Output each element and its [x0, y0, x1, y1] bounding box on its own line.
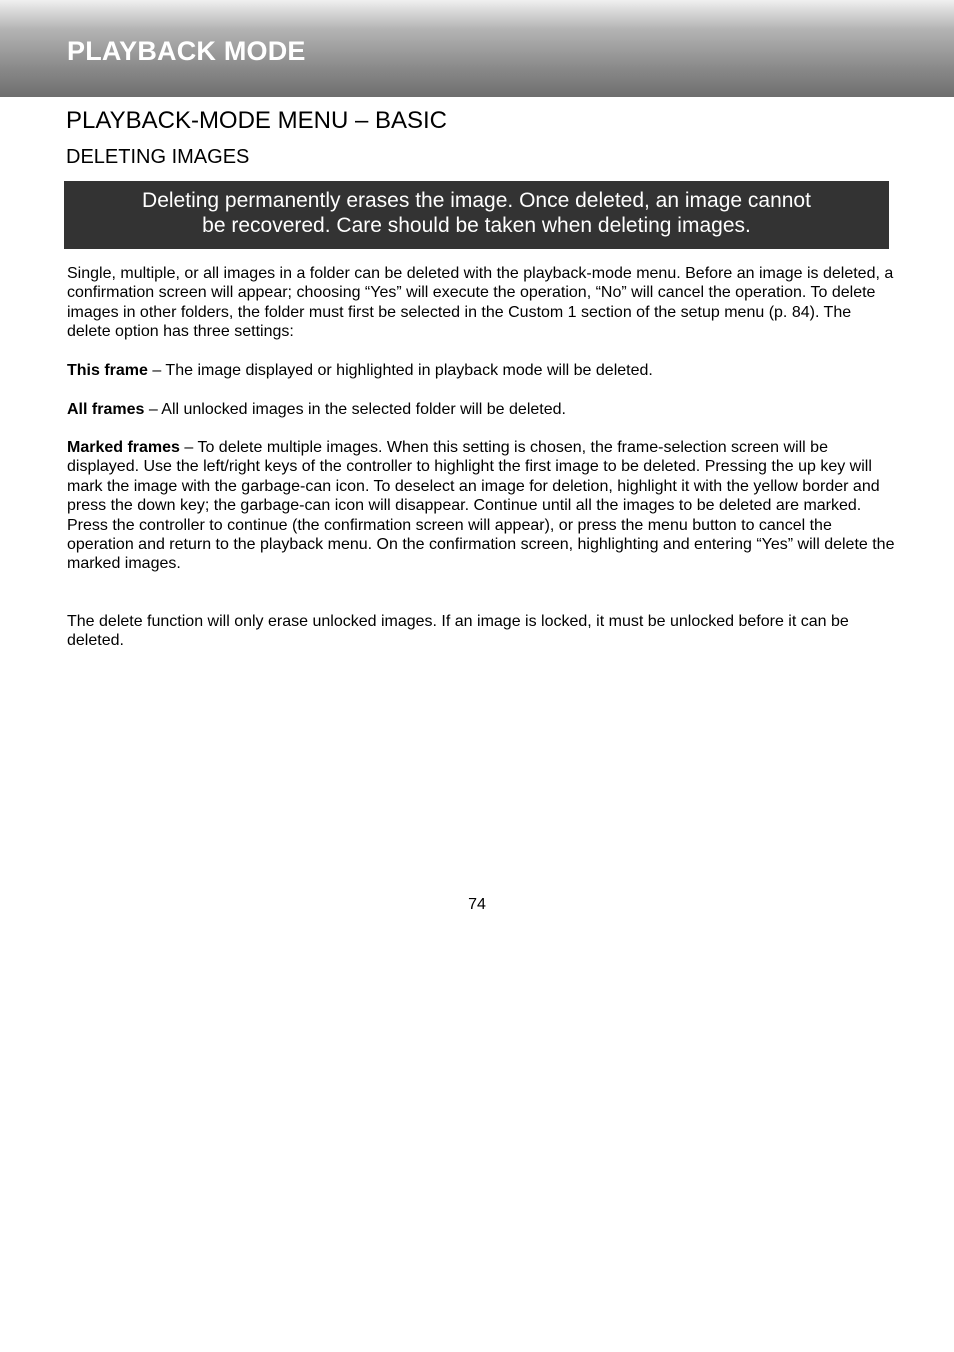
option-term: All frames — [67, 401, 145, 418]
option-term: This frame — [67, 362, 148, 379]
option-marked-frames — [67, 438, 897, 574]
option-description: – To delete multiple images. When this setting is chosen, the frame-selection screen will be displayed. Use the left/right keys of the controller to highlight the first image to be deleted. Pressing the up key will mark the image with the garbage-can icon. To deselect an image for deletion, highlight it with the yellow border and press the down key; the garbage-can icon will disappear. Continue until all the images to be deleted are marked. Press the controller to continue (the confirmation screen will appear), or press the menu button to cancel the operation and return to the playback menu. On the confirmation screen, highlighting and entering “Yes” will delete the marked images. — [67, 439, 895, 573]
page-number: 74 — [468, 896, 486, 913]
option-this-frame — [67, 361, 897, 380]
section-title: PLAYBACK-MODE MENU – BASIC — [66, 107, 447, 134]
option-description: – All unlocked images in the selected folder will be deleted. — [144, 401, 566, 418]
option-term: Marked frames — [67, 439, 180, 456]
closing-paragraph: The delete function will only erase unlocked images. If an image is locked, it must be unlocked before it can be deleted. — [67, 613, 849, 650]
option-description: – The image displayed or highlighted in playback mode will be deleted. — [147, 362, 653, 379]
subsection-title: DELETING IMAGES — [66, 146, 250, 168]
option-all-frames — [67, 400, 897, 419]
header-title: PLAYBACK MODE — [67, 36, 306, 66]
warning-line-1: Deleting permanently erases the image. Once deleted, an image cannot — [142, 189, 811, 212]
warning-line-2: be recovered. Care should be taken when deleting images. — [202, 214, 751, 237]
header-bar — [0, 0, 954, 97]
intro-paragraph: Single, multiple, or all images in a folder can be deleted with the playback-mode menu. Before an image is deleted, a confirmation screen will appear; choosing “Yes” will execute the operation, “No” will cancel the operation. To delete images in other folders, the folder must first be selected in the Custom 1 section of the setup menu (p. 84). The delete option has three settings: — [67, 265, 894, 341]
warning-box — [64, 181, 889, 249]
